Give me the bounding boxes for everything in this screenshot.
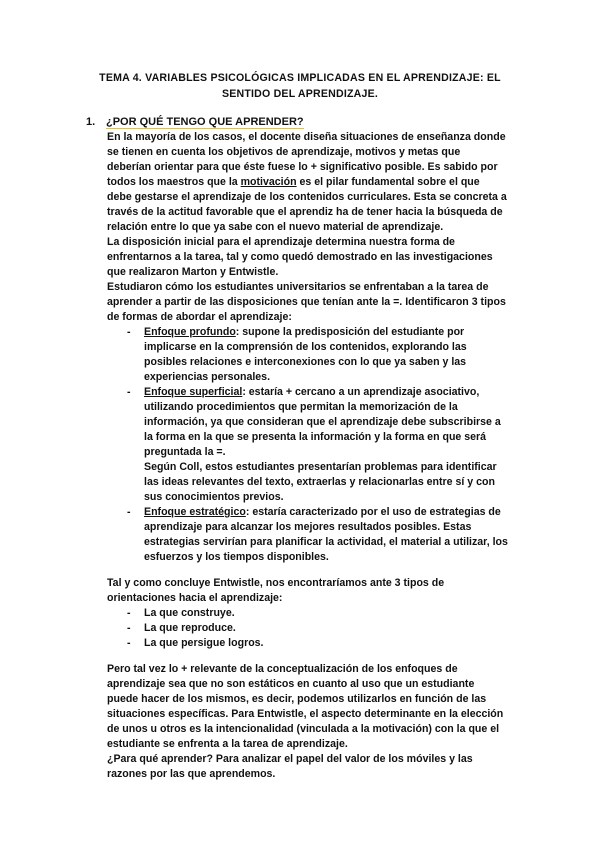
text-line: relación entre lo que ya sabe con el nuevo material de aprendizaje.: [107, 221, 444, 233]
list-item: [144, 505, 501, 521]
text-line: ¿Para qué aprender? Para analizar el papel del valor de los móviles y las: [107, 753, 473, 765]
text-line: Pero tal vez lo + relevante de la conceptualización de los enfoques de: [107, 663, 458, 675]
text-line: implicarse en la comprensión de los contenidos, explorando las: [144, 341, 467, 353]
text-span: todos los maestros que la: [107, 176, 241, 188]
text-line: que realizaron Marton y Entwistle.: [107, 266, 279, 278]
text-line: En la mayoría de los casos, el docente diseña situaciones de enseñanza donde: [107, 131, 506, 143]
text-line: situaciones específicas. Para Entwistle, el aspecto determinante en la elección: [107, 708, 504, 720]
text-line: La disposición inicial para el aprendizaje determina nuestra forma de: [107, 236, 455, 248]
bullet-marker: -: [127, 622, 131, 634]
text-line: sus conocimientos previos.: [144, 491, 284, 503]
bullet-marker: -: [127, 386, 131, 398]
bullet-marker: -: [127, 607, 131, 619]
text-line: las ideas relevantes del texto, extraerlas y relacionarlas entre sí y con: [144, 476, 495, 488]
text-line: razones por las que aprendemos.: [107, 768, 276, 780]
text-line: través de la actitud favorable que el aprendiz ha de tener hacia la búsqueda de: [107, 206, 503, 218]
text-line: orientaciones hacia el aprendizaje:: [107, 592, 283, 604]
text-line: aprendizaje sea que no son estáticos en cuanto al uso que un estudiante: [107, 678, 475, 690]
text-line: experiencias personales.: [144, 371, 271, 383]
text-span: : estaría caracterizado por el uso de estrategias de: [245, 506, 501, 518]
text-line: la forma en la que se presenta la información y la forma en que será: [144, 431, 487, 443]
text-line: información, ya que consideran que el aprendizaje debe subscribirse a: [144, 416, 501, 428]
list-item: [144, 385, 479, 401]
text-span: : estaría + cercano a un aprendizaje asociativo,: [242, 386, 480, 398]
text-line: se tienen en cuenta los objetivos de aprendizaje, motivos y metas que: [107, 146, 461, 158]
text-line: posibles relaciones e interconexiones con lo que ya saben y las: [144, 356, 467, 368]
text-line: de formas de abordar el aprendizaje:: [107, 311, 292, 323]
bullet-marker: -: [127, 326, 131, 338]
text-line: [107, 175, 480, 191]
text-line: estrategias servirían para planificar la actividad, el material a utilizar, los: [144, 536, 508, 548]
text-line: Según Coll, estos estudiantes presentarían problemas para identificar: [144, 461, 497, 473]
section-heading-text: ¿POR QUÉ TENGO QUE APRENDER?: [106, 116, 304, 128]
text-span: : supone la predisposición del estudiante por: [235, 326, 465, 338]
key-term-motivacion: motivación: [240, 176, 297, 188]
document-title: [70, 70, 530, 102]
text-line: Tal y como concluye Entwistle, nos encontraríamos ante 3 tipos de: [107, 577, 445, 589]
text-line: Estudiaron cómo los estudiantes universitarios se enfrentaban a la tarea de: [107, 281, 489, 293]
text-line: debe gestarse el aprendizaje de los contenidos curriculares. Esta se concreta a: [107, 191, 507, 203]
list-item: La que persigue logros.: [144, 637, 264, 649]
key-term-enfoque-superficial: Enfoque superficial: [144, 386, 243, 398]
text-line: puede hacer de los mismos, es decir, podemos utilizarlos en función de las: [107, 693, 487, 705]
title-line: SENTIDO DEL APRENDIZAJE.: [221, 88, 379, 100]
text-line: aprender a partir de las disposiciones que tenían ante la =. Identificaron 3 tipos: [107, 296, 506, 308]
text-line: utilizando procedimientos que permitan la memorización de la: [144, 401, 458, 413]
section-heading: [86, 114, 304, 130]
text-span: es el pilar fundamental sobre el que: [296, 176, 480, 188]
key-term-enfoque-profundo: Enfoque profundo: [144, 326, 236, 338]
title-line: TEMA 4. VARIABLES PSICOLÓGICAS IMPLICADAS EN EL APRENDIZAJE: EL: [99, 72, 501, 84]
list-item: La que reproduce.: [144, 622, 236, 634]
text-line: de unos u otros es la intencionalidad (vinculada a la motivación) con la que el: [107, 723, 500, 735]
text-line: esfuerzos y los tiempos disponibles.: [144, 551, 329, 563]
text-line: aprendizaje para alcanzar los mejores resultados posibles. Estas: [144, 521, 472, 533]
list-item: La que construye.: [144, 607, 235, 619]
text-line: estudiante se enfrenta a la tarea de aprendizaje.: [107, 738, 348, 750]
key-term-enfoque-estrategico: Enfoque estratégico: [144, 506, 246, 518]
bullet-marker: -: [127, 637, 131, 649]
text-line: deberían orientar para que éste fuese lo + significativo posible. Es sabido por: [107, 161, 498, 173]
text-line: enfrentarnos a la tarea, tal y como quedó demostrado en las investigaciones: [107, 251, 493, 263]
text-line: preguntada la =.: [144, 446, 226, 458]
bullet-marker: -: [127, 506, 131, 518]
section-number: 1.: [86, 116, 96, 128]
list-item: [144, 325, 464, 341]
